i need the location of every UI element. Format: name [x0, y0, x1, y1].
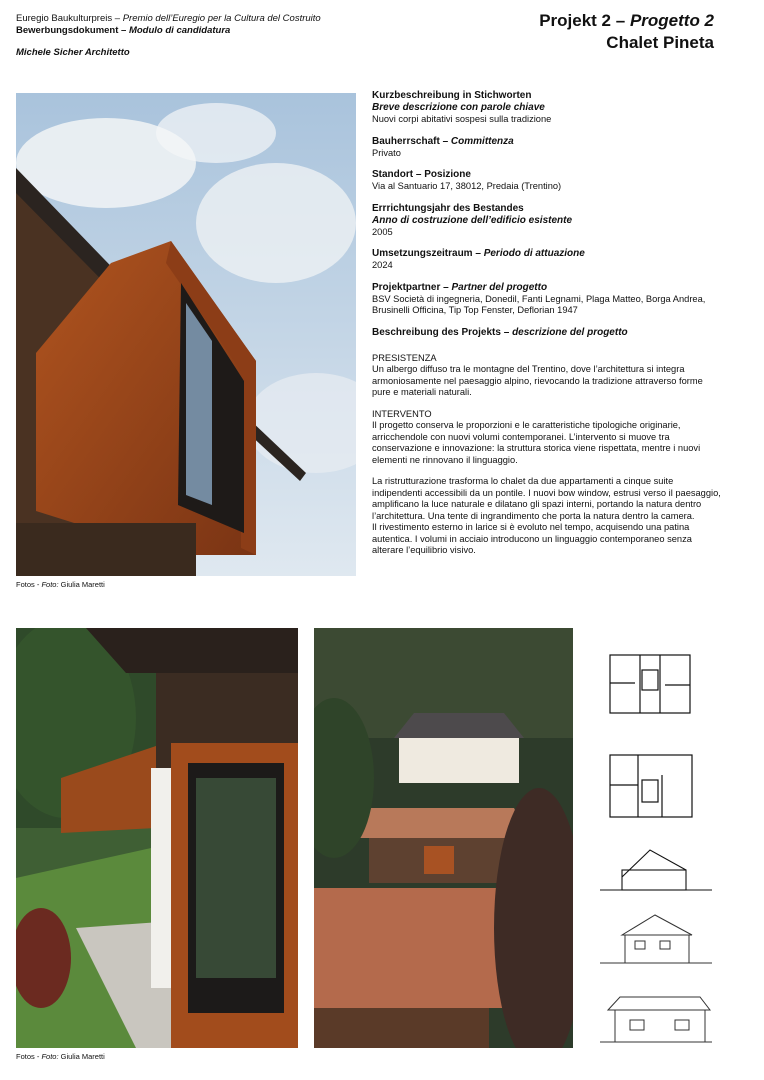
floor-plan-lower [610, 755, 692, 817]
photo-bow-window [16, 93, 356, 576]
elevation-front [600, 915, 712, 963]
header-line1-it: Premio dell’Euregio per la Cultura del Costruito [122, 13, 321, 24]
caption-top: Fotos - Foto: Giulia Maretti [16, 580, 105, 589]
p4-text: Il rivestimento esterno in larice si è evoluto nel tempo, acquisendo una patina autentica. I volumi in acciaio introducono un linguaggio contemporaneo senza alterare l’equilibrio visivo. [372, 522, 692, 555]
header-line-1 [16, 13, 321, 25]
header-line2-it: Modulo di candidatura [128, 25, 231, 36]
caption-bottom: Fotos - Foto: Giulia Maretti [16, 1052, 105, 1061]
info-kurz: Kurzbeschreibung in Stichworten Breve descrizione con parole chiave Nuovi corpi abitativi sospesi sulla tradizione [372, 90, 552, 124]
photo-chalet-aerial [314, 628, 573, 1048]
project-number: Projekt 2 – Progetto 2 [539, 11, 714, 30]
architect-name: Michele Sicher Architetto [16, 47, 130, 58]
p2-text: Il progetto conserva le proporzioni e le caratteristiche tipologiche originarie, arricchendole con nuovi volumi contemporanei. L’intervento si muove tra conservazione e innovazione: la struttura storica viene rispettata, mentre i nuovi elementi ne rinnovano il linguaggio. [372, 420, 701, 465]
info-partner: Projektpartner – Partner del progetto BSV Società di ingegneria, Donedil, Fanti Legnami, Plaga Matteo, Borga Andrea, Brusinelli Officina, Tip Top Fenster, Deflorian 1947 [372, 281, 706, 315]
floor-plan-upper [610, 655, 690, 713]
header-line-2 [16, 25, 230, 37]
info-jahr: Errrichtungsjahr des Bestandes Anno di costruzione dell’edificio esistente 2005 [372, 202, 573, 237]
elevation-side [600, 997, 712, 1042]
photo-garden-view [16, 628, 298, 1048]
header-line1-de: Euregio Baukulturpreis – [16, 13, 121, 24]
project-name: Chalet Pineta [606, 33, 714, 52]
project-info [372, 90, 722, 567]
section-drawing [600, 850, 712, 890]
p2-title: INTERVENTO [372, 408, 432, 419]
info-beschreibung: Beschreibung des Projekts – descrizione del progetto [372, 326, 628, 338]
p1-text: Un albergo diffuso tra le montagne del Trentino, dove l’architettura si integra armoniosamente nel paesaggio alpino, rievocando la tradizione attraverso forme pure e materiali naturali. [372, 364, 703, 397]
info-bauherr: Bauherrschaft – Committenza Privato [372, 135, 514, 158]
project-title [539, 10, 714, 54]
header-line2-de: Bewerbungsdokument – [16, 25, 127, 36]
p3-text: La ristrutturazione trasforma lo chalet da due appartamenti a cinque suite indipendenti accessibili da un pontile. I nuovi bow window, estrusi verso il paesaggio, amplificano la luce naturale e dilatano gli spazi interni, portando la natura dentro l’architettura. Una tente di ingrandimento che porta la natura dentro la camera. [372, 476, 721, 521]
architectural-drawings [600, 645, 715, 1050]
info-zeitraum: Umsetzungszeitraum – Periodo di attuazione 2024 [372, 248, 585, 270]
info-standort: Standort – Posizione Via al Santuario 17, 38012, Predaia (Trentino) [372, 169, 562, 191]
description-text [372, 353, 722, 557]
p1-title: PRESISTENZA [372, 352, 437, 363]
